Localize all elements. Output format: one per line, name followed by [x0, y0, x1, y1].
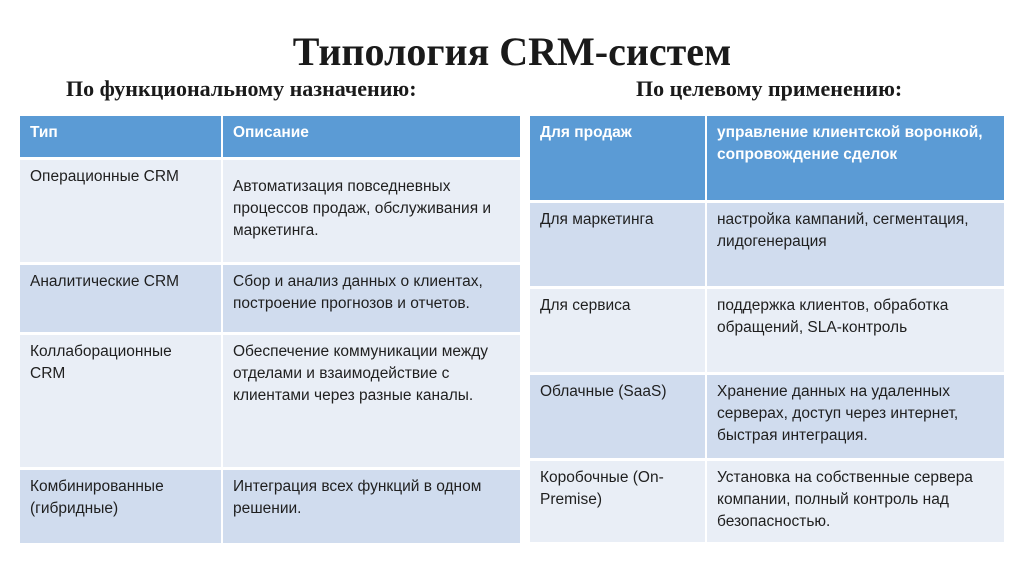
header-description: управление клиентской воронкой, сопровождение сделок: [706, 116, 1004, 201]
table-header-row: [530, 116, 1004, 201]
table-row: [530, 459, 1004, 543]
header-type: Тип: [20, 116, 222, 158]
table-row: [530, 201, 1004, 287]
row-type: Облачные (SaaS): [530, 373, 706, 459]
row-description: Установка на собственные сервера компании, полный контроль над безопасностью.: [706, 459, 1004, 543]
row-type: Коробочные (On-Premise): [530, 459, 706, 543]
functional-subtitle: По функциональному назначению:: [66, 76, 417, 101]
row-description: Интеграция всех функций в одном решении.: [222, 468, 520, 544]
header-type: Для продаж: [530, 116, 706, 201]
row-description: Автоматизация повседневных процессов продаж, обслуживания и маркетинга.: [222, 158, 520, 263]
table-row: [530, 287, 1004, 373]
table-row: [530, 373, 1004, 459]
row-type: Операционные CRM: [20, 158, 222, 263]
table-row: [20, 468, 520, 544]
row-description: поддержка клиентов, обработка обращений, SLA-контроль: [706, 287, 1004, 373]
row-type: Коллаборационные CRM: [20, 333, 222, 468]
table-row: [20, 158, 520, 263]
row-type: Для маркетинга: [530, 201, 706, 287]
table-header-row: [20, 116, 520, 158]
header-description: Описание: [222, 116, 520, 158]
row-description: Обеспечение коммуникации между отделами и взаимодействие с клиентами через разные каналы.: [222, 333, 520, 468]
functional-table: [20, 116, 520, 546]
target-subtitle: По целевому применению:: [636, 76, 903, 101]
table-row: [20, 333, 520, 468]
row-type: Комбинированные (гибридные): [20, 468, 222, 544]
row-description: настройка кампаний, сегментация, лидогенерация: [706, 201, 1004, 287]
row-type: Аналитические CRM: [20, 263, 222, 333]
page-title: Типология CRM-систем: [292, 29, 732, 74]
target-table: [530, 116, 1004, 545]
row-description: Сбор и анализ данных о клиентах, построение прогнозов и отчетов.: [222, 263, 520, 333]
table-row: [20, 263, 520, 333]
row-type: Для сервиса: [530, 287, 706, 373]
row-description: Хранение данных на удаленных серверах, доступ через интернет, быстрая интеграция.: [706, 373, 1004, 459]
